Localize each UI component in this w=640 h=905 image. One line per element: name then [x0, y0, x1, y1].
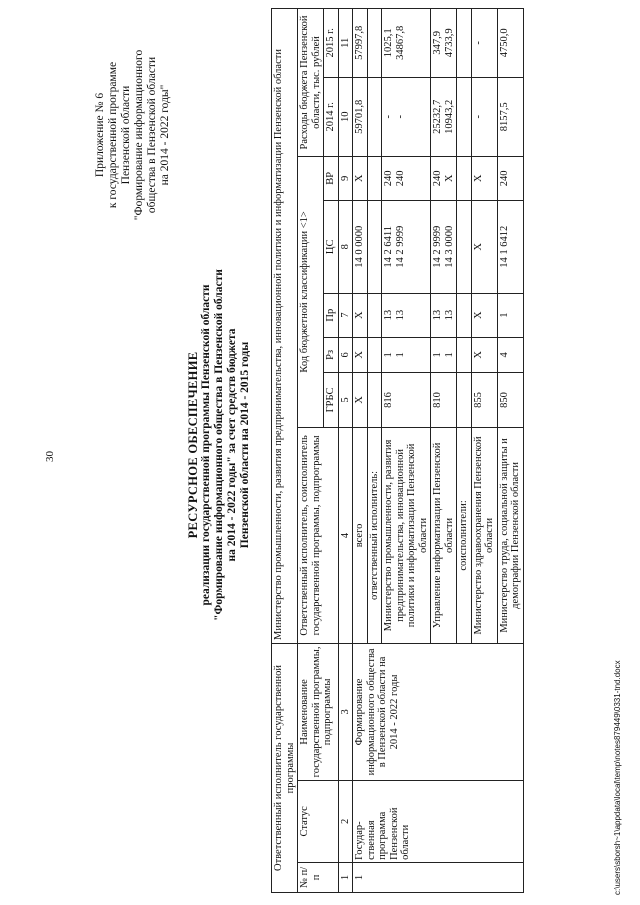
pr-cell: 13 13 — [382, 293, 431, 337]
column-number: 7 — [338, 293, 353, 337]
rz-cell — [367, 337, 382, 373]
appendix-line: "Формирование информационного — [133, 49, 145, 221]
cs-cell: 14 2 6411 14 2 9999 — [382, 200, 431, 293]
column-number-row — [338, 9, 353, 893]
pr-cell: 13 13 — [431, 293, 457, 337]
executor-cell: всего — [353, 427, 368, 643]
appendix-line: общества в Пензенской области — [146, 56, 158, 214]
y2015-cell: 347,9 4733,9 — [431, 9, 457, 78]
cs-cell: X — [471, 200, 497, 293]
responsible-value: Министерство промышленности, развития предпринимательства, инновационной политики и информатизации Пензенской области — [272, 9, 298, 644]
column-number: 2 — [338, 780, 353, 862]
column-number: 3 — [338, 644, 353, 781]
y2015-cell — [457, 9, 472, 78]
title-line: на 2014 - 2022 годы" за счет средств бюджета — [226, 328, 238, 562]
y2014-cell: 25232,7 10943,2 — [431, 77, 457, 156]
column-number: 1 — [338, 862, 353, 892]
executor-cell: соисполнители: — [457, 427, 472, 643]
rz-cell: X — [353, 337, 368, 373]
cs-cell: 14 1 6412 — [497, 200, 523, 293]
grbs-cell — [457, 373, 472, 428]
cs-cell: 14 0 0000 — [353, 200, 368, 293]
header-status: Статус — [298, 780, 339, 862]
vr-cell: X — [471, 156, 497, 200]
header-vr: ВР — [324, 156, 339, 200]
header-name: Наименование государственной программы, подпрограммы — [298, 644, 339, 781]
vr-cell: 240 — [497, 156, 523, 200]
grbs-cell: X — [353, 373, 368, 428]
column-number: 10 — [338, 77, 353, 156]
column-number: 4 — [338, 427, 353, 643]
cs-cell — [457, 200, 472, 293]
header-executor: Ответственный исполнитель, соисполнитель государственной программы, подпрограммы — [298, 427, 339, 643]
executor-cell: Министерство труда, социальной защиты и демографии Пензенской области — [497, 427, 523, 643]
vr-cell — [367, 156, 382, 200]
grbs-cell: 816 — [382, 373, 431, 428]
pr-cell: X — [471, 293, 497, 337]
header-rz: Рз — [324, 337, 339, 373]
header-year-2014: 2014 г. — [324, 77, 339, 156]
header-pr: Пр — [324, 293, 339, 337]
appendix-line: Пензенской области — [120, 85, 132, 185]
vr-cell: 240 240 — [382, 156, 431, 200]
appendix-note — [94, 5, 172, 265]
rz-cell — [457, 337, 472, 373]
appendix-line: Приложение № 6 — [94, 92, 106, 178]
pr-cell — [457, 293, 472, 337]
executor-cell: Управление информатизации Пензенской области — [431, 427, 457, 643]
y2015-cell: - — [471, 9, 497, 78]
header-budget-code: Код бюджетной классификации <1> — [298, 156, 324, 427]
resource-table — [271, 8, 524, 893]
y2014-cell: - — [471, 77, 497, 156]
cs-cell: 14 2 9999 14 3 0000 — [431, 200, 457, 293]
y2014-cell: 8157,5 — [497, 77, 523, 156]
table-row — [353, 9, 368, 893]
header-cs: ЦС — [324, 200, 339, 293]
program-name: Формирование информационного общества в Пензенской области на 2014 - 2022 годы — [353, 644, 524, 781]
rz-cell: 1 1 — [431, 337, 457, 373]
title-line: Пензенской области на 2014 - 2015 годы — [239, 341, 251, 549]
appendix-line: к государственной программе — [107, 61, 119, 209]
pr-cell: X — [353, 293, 368, 337]
grbs-cell: 810 — [431, 373, 457, 428]
y2015-cell: 1025,1 34867,8 — [382, 9, 431, 78]
document-title — [187, 225, 252, 665]
responsible-header: Ответственный исполнитель государственной программы — [272, 644, 298, 893]
row-number: 1 — [353, 862, 524, 892]
y2014-cell: - - — [382, 77, 431, 156]
grbs-cell: 850 — [497, 373, 523, 428]
y2014-cell — [367, 77, 382, 156]
vr-cell — [457, 156, 472, 200]
header-year-2015: 2015 г. — [324, 9, 339, 78]
column-number: 8 — [338, 200, 353, 293]
program-status: Государ-ственная программа Пензенской области — [353, 780, 524, 862]
executor-cell: ответственный исполнитель: — [367, 427, 382, 643]
pr-cell — [367, 293, 382, 337]
file-path-footer: c:\users\sborsh~1\appdata\local\temp\notes879449\0331-tnd.docx — [613, 660, 622, 895]
title-main: РЕСУРСНОЕ ОБЕСПЕЧЕНИЕ — [186, 351, 200, 539]
grbs-cell — [367, 373, 382, 428]
cs-cell — [367, 200, 382, 293]
rz-cell: 1 1 — [382, 337, 431, 373]
pr-cell: 1 — [497, 293, 523, 337]
executor-cell: Министерство здравоохранения Пензенской области — [471, 427, 497, 643]
column-number: 6 — [338, 337, 353, 373]
column-number: 9 — [338, 156, 353, 200]
grbs-cell: 855 — [471, 373, 497, 428]
appendix-line: на 2014 - 2022 годы" — [159, 84, 171, 186]
rz-cell: 4 — [497, 337, 523, 373]
table-body — [353, 9, 524, 893]
rz-cell: X — [471, 337, 497, 373]
vr-cell: X — [353, 156, 368, 200]
page-number: 30 — [44, 451, 56, 462]
title-line: "Формирование информационного общества в Пензенской области — [213, 269, 225, 621]
vr-cell: 240 X — [431, 156, 457, 200]
header-grbs: ГРБС — [324, 373, 339, 428]
column-number: 11 — [338, 9, 353, 78]
header-expenses: Расходы бюджета Пензенской области, тыс. рублей — [298, 9, 324, 157]
executor-cell: Министерство промышленности, развития предпринимательства, инновационной политики и информатизации Пензенской области — [382, 427, 431, 643]
y2014-cell: 59701,8 — [353, 77, 368, 156]
y2015-cell: 57997,8 — [353, 9, 368, 78]
title-line: реализации государственной программы Пензенской области — [200, 284, 212, 606]
header-num: № п/п — [298, 862, 339, 892]
y2015-cell: 4750,0 — [497, 9, 523, 78]
y2014-cell — [457, 77, 472, 156]
column-number: 5 — [338, 373, 353, 428]
y2015-cell — [367, 9, 382, 78]
